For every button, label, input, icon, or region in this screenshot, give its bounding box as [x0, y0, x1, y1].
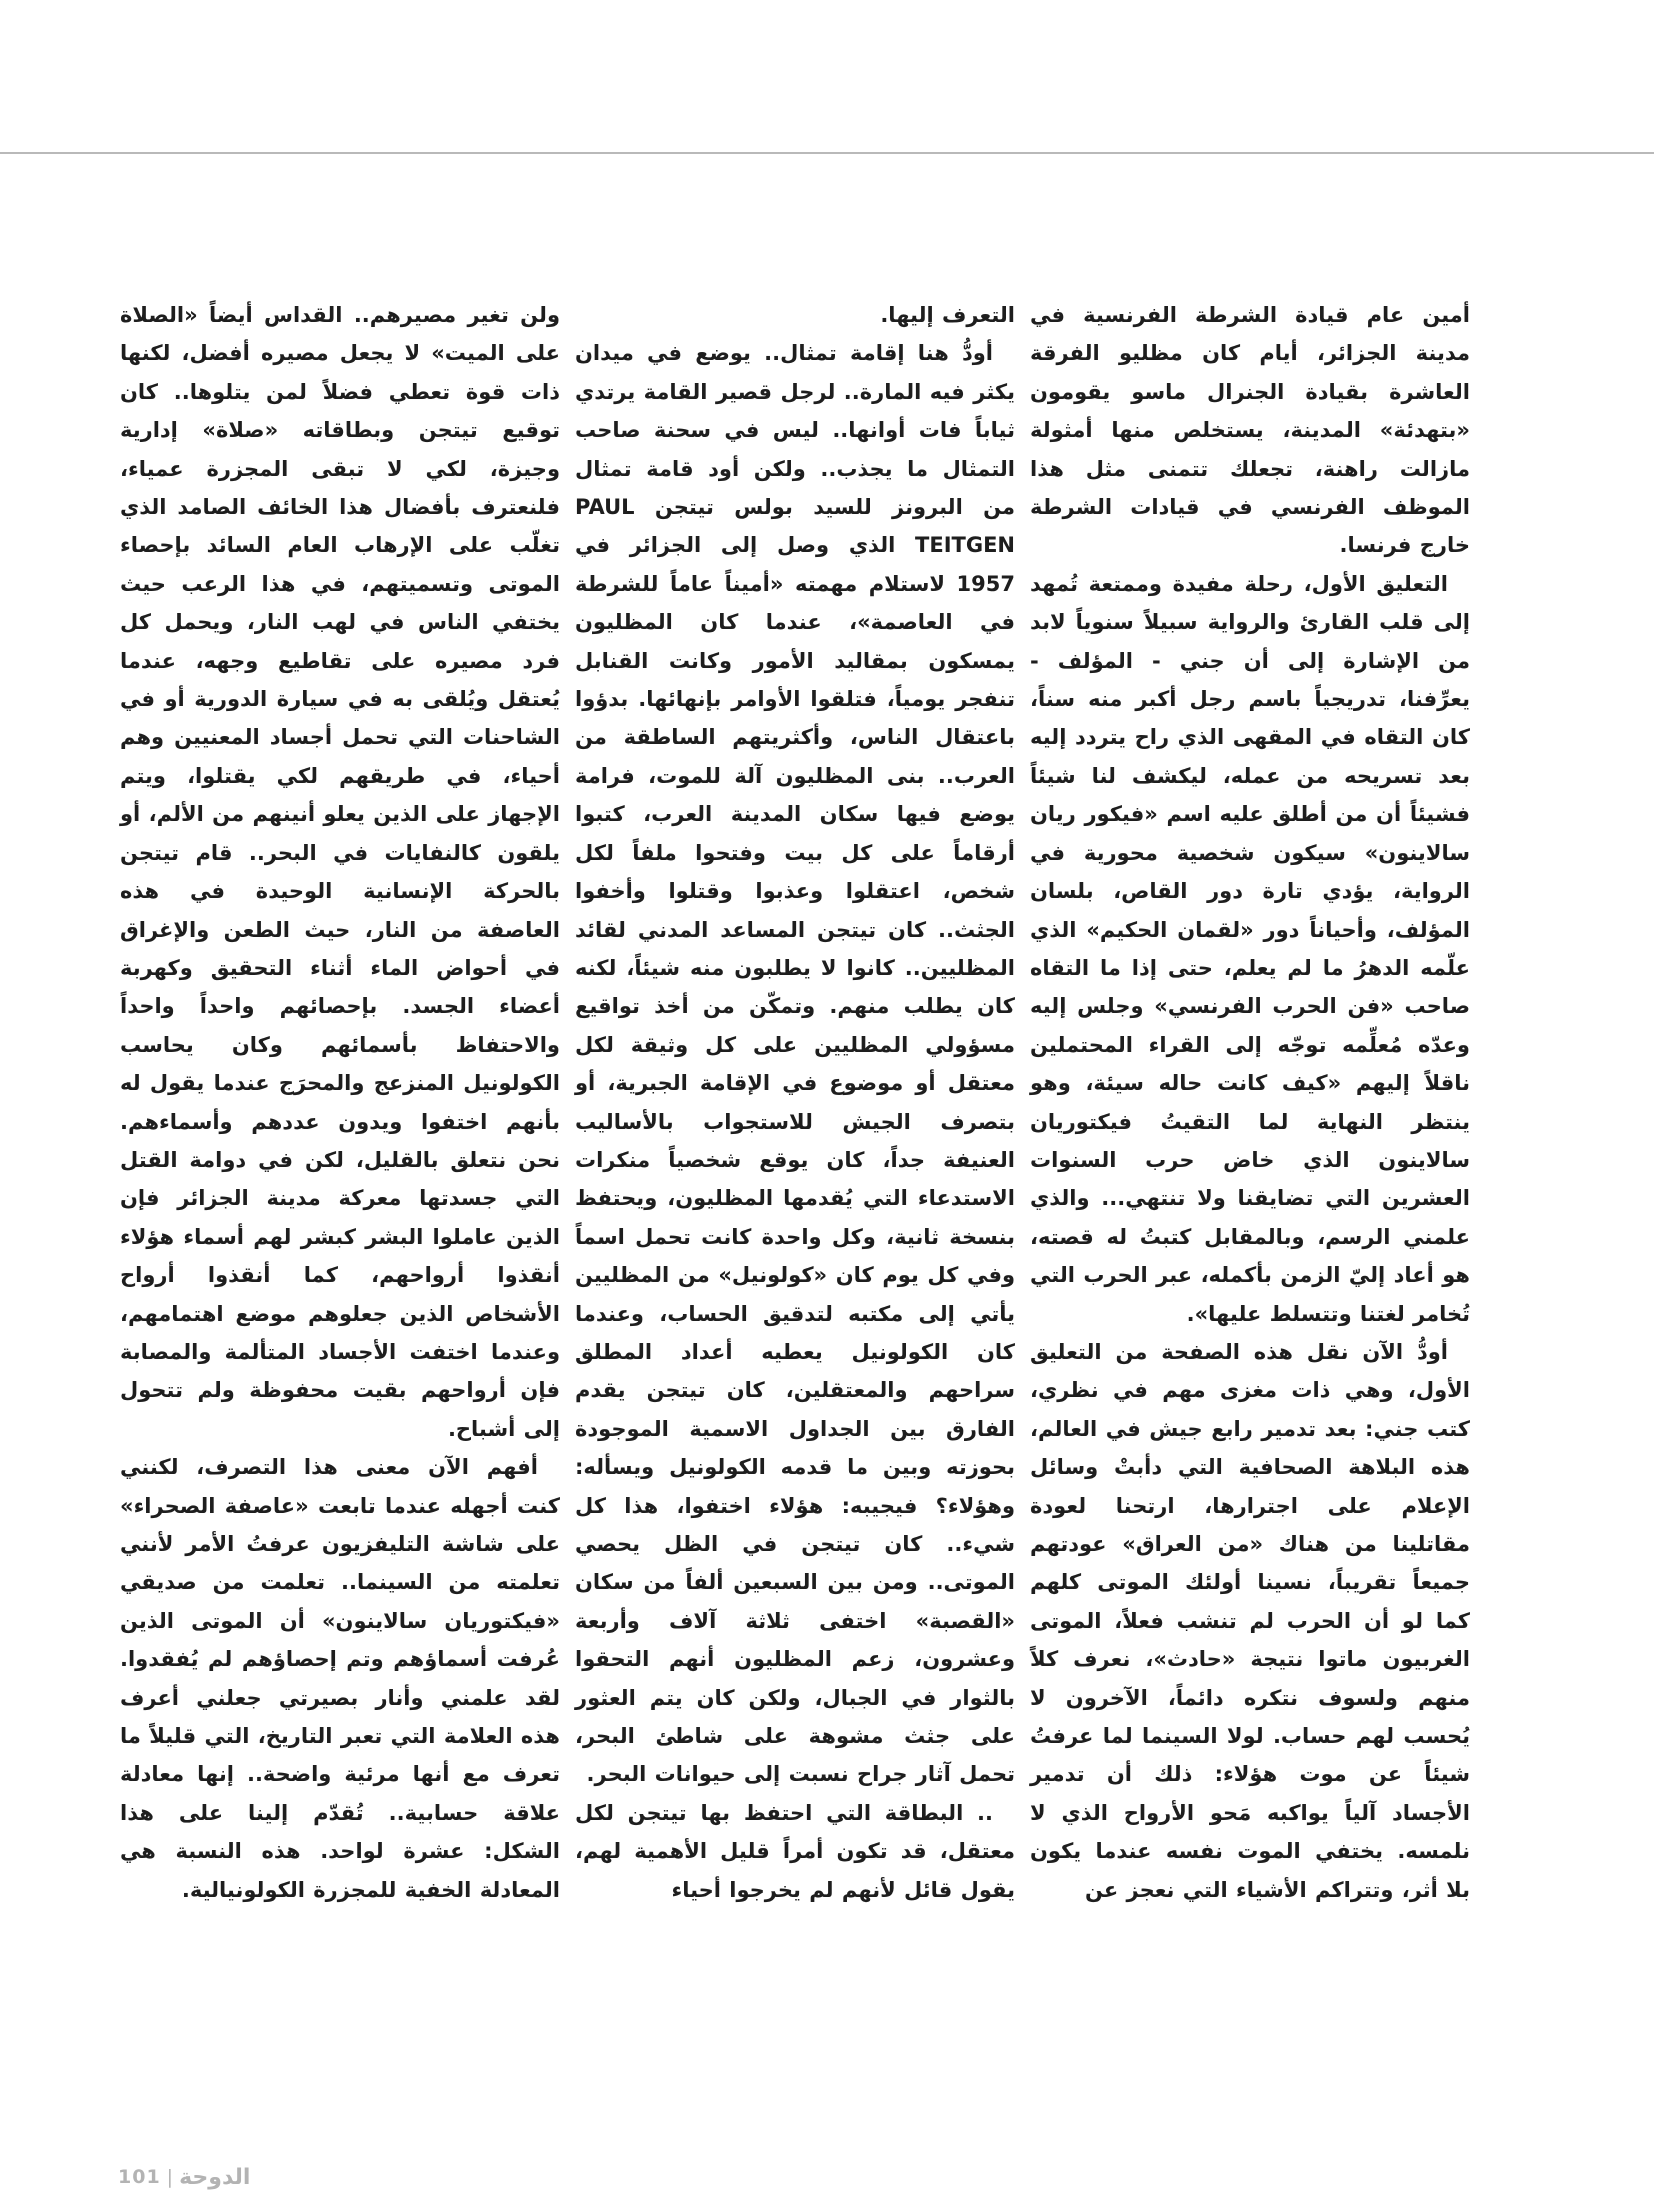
- article-column-middle: [575, 296, 1015, 1909]
- paragraph: أفهم الآن معنى هذا التصرف، لكنني كنت أجهله عندما تابعت «عاصفة الصحراء» على شاشة التليفزيون عرفتُ الأمر لأنني تعلمته من السينما.. تعلمت من صديقي «فيكتوريان سالاينون» أن الموتى الذين عُرفت أسماؤهم وتم إحصاؤهم لم يُفقدوا. لقد علمني وأنار بصيرتي جعلني أعرف هذه العلامة التي تعبر التاريخ، التي قليلاً ما تعرف مع أنها مرئية واضحة.. إنها معادلة علاقة حسابية.. تُقدّم إلينا على هذا الشكل: عشرة لواحد. هذه النسبة هي المعادلة الخفية للمجزرة الكولونيالية.: [120, 1455, 560, 1902]
- paragraph-text: أودُّ هنا إقامة تمثال.. يوضع في ميدان يكثر فيه المارة.. لرجل قصير القامة يرتدي ثياباً فات أوانها.. ليس في سحنة صاحب التمثال ما يجذب.. ولكن أود قامة تمثال من البرونز للسيد بولس تيتجن: [575, 341, 1015, 520]
- paragraph: التعليق الأول، رحلة مفيدة وممتعة تُمهد إلى قلب القارئ والرواية سبيلاً سنوياً لابد من الإشارة إلى أن جني - المؤلف - يعرِّفنا، تدريجياً باسم رجل أكبر منه سناً، كان التقاه في المقهى الذي راح يتردد إليه بعد تسريحه من عمله، ليكشف لنا شيئاً فشيئاً أن من أطلق عليه اسم «فيكور ريان سالاينون» سيكون شخصية محورية في الرواية، يؤدي تارة دور القاص، بلسان المؤلف، وأحياناً دور «لقمان الحكيم» الذي علّمه الدهرُ ما لم يعلم، حتى إذا ما التقاه صاحب «فن الحرب الفرنسي» وجلس إليه وعدّه مُعلِّمه توجّه إلى القراء المحتملين ناقلاً إليهم «كيف كانت حاله سيئة، وهو ينتظر النهاية لما التقيتُ فيكتوريان سالاينون الذي خاض حرب السنوات العشرين التي تضايقنا ولا تنتهي... والذي علمني الرسم، وبالمقابل كتبتُ له قصته، هو أعاد إليّ الزمن بأكمله، عبر الحرب التي تُخامر لغتنا وتتسلط عليها».: [1030, 571, 1470, 1326]
- paragraph: [575, 334, 1015, 1793]
- page-footer: [118, 2162, 250, 2192]
- paragraph: أمين عام قيادة الشرطة الفرنسية في مدينة الجزائر، أيام كان مظليو الفرقة العاشرة بقيادة الجنرال ماسو يقومون «بتهدئة» المدينة، يستخلص منها أمثولة مازالت راهنة، تجعلك تتمنى مثل هذا الموظف الفرنسي في قيادات الشرطة خارج فرنسا.: [1030, 303, 1470, 558]
- article-column-right: [1030, 296, 1470, 1909]
- paragraph: .. البطاقة التي احتفظ بها تيتجن لكل معتقل، قد تكون أمراً قليل الأهمية لهم، يقول قائل لأنهم لم يخرجوا أحياء: [575, 1800, 1015, 1902]
- paragraph: أودُّ الآن نقل هذه الصفحة من التعليق الأول، وهي ذات مغزى مهم في نظري، كتب جني: بعد تدمير رابع جيش في العالم، هذه البلاهة الصحافية التي دأبتْ وسائل الإعلام على اجترارها، ارتحنا لعودة مقاتلينا من هناك «من العراق» عودتهم جميعاً تقريباً، نسينا أولئك الموتى كلهم كما لو أن الحرب لم تنشب فعلاً، الموتى الغربيون ماتوا نتيجة «حادث»، نعرف كلاً منهم ولسوف نتكره دائماً، الآخرون لا يُحسب لهم حساب. لولا السينما لما عرفتُ شيئاً عن موت هؤلاء: ذلك أن تدمير الأجساد آلياً يواكبه مَحو الأرواح الذي لا نلمسه. يختفي الموت نفسه عندما يكون بلا أثر، وتتراكم الأشياء التي نعجز عن: [1030, 1339, 1470, 1902]
- magazine-name: الدوحة: [179, 2164, 251, 2190]
- latin-name: PAUL TEITGEN: [575, 495, 1015, 558]
- paragraph: التعرف إليها.: [880, 303, 1015, 327]
- header-rule: [0, 152, 1654, 154]
- footer-separator: |: [166, 2166, 174, 2188]
- article-column-left: [120, 296, 560, 1909]
- page-number: 101: [118, 2166, 161, 2188]
- paragraph-text: الذي وصل إلى الجزائر في 1957 لاستلام مهمته «أميناً عاماً للشرطة في العاصمة»، عندما كان المظليون يمسكون بمقاليد الأمور وكانت القنابل تنفجر يومياً، فتلقوا الأوامر بإنهائها. بدؤوا باعتقال الناس، وأكثريتهم الساطقة من العرب.. بنى المظليون آلة للموت، فرامة يوضع فيها سكان المدينة العرب، كتبوا أرقاماً على كل بيت وفتحوا ملفاً لكل شخص، اعتقلوا وعذبوا وقتلوا وأخفوا الجثث.. كان تيتجن المساعد المدني لقائد المظليين.. كانوا لا يطلبون منه شيئاً، لكنه كان يطلب منهم. وتمكّن من أخذ تواقيع مسؤولي المظليين على كل وثيقة لكل معتقل أو موضوع في الإقامة الجبرية، أو بتصرف الجيش للاستجواب بالأساليب العنيفة جداً، كان يوقع شخصياً منكرات الاستدعاء التي يُقدمها المظليون، ويحتفظ بنسخة ثانية، وكل واحدة كانت تحمل اسماً وفي كل يوم كان «كولونيل» من المظليين يأتي إلى مكتبه لتدقيق الحساب، وعندما كان الكولونيل يعطيه أعداد المطلق سراحهم والمعتقلين، كان تيتجن يقدم الفارق بين الجداول الاسمية الموجودة بحوزته وبين ما قدمه الكولونيل ويسأله: وهؤلاء؟ فيجيبه: هؤلاء اختفوا، هذا كل شيء.. كان تيتجن في الظل يحصي الموتى.. ومن بين السبعين ألفاً من سكان «القصبة» اختفى ثلاثة آلاف وأربعة وعشرون، زعم المظليون أنهم التحقوا بالثوار في الجبال، ولكن كان يتم العثور على جثث مشوهة على شاطئ البحر، تحمل آثار جراح نسبت إلى حيوانات البحر.: [575, 533, 1015, 1787]
- paragraph: ولن تغير مصيرهم.. القداس أيضاً «الصلاة على الميت» لا يجعل مصيره أفضل، لكنها ذات قوة تعطي فضلاً لمن يتلوها.. كان توقيع تيتجن وبطاقاته «صلاة» إدارية وجيزة، لكي لا تبقى المجزرة عمياء، فلنعترف بأفضال هذا الخائف الصامد الذي تغلّب على الإرهاب العام السائد بإحصاء الموتى وتسميتهم، في هذا الرعب حيث يختفي الناس في لهب النار، ويحمل كل فرد مصيره على تقاطيع وجهه، عندما يُعتقل ويُلقى به في سيارة الدورية أو في الشاحنات التي تحمل أجساد المعنيين وهم أحياء، في طريقهم لكي يقتلوا، ويتم الإجهاز على الذين يعلو أنينهم من الألم، أو يلقون كالنفايات في البحر.. قام تيتجن بالحركة الإنسانية الوحيدة في هذه العاصفة من النار، حيث الطعن والإغراق في أحواض الماء أثناء التحقيق وكهربة أعضاء الجسد. بإحصائهم واحداً واحداً والاحتفاظ بأسمائهم وكان يحاسب الكولونيل المنزعج والمحرَج عندما يقول له بأنهم اختفوا ويدون عددهم وأسماءهم. نحن نتعلق بالقليل، لكن في دوامة القتل التي جسدتها معركة مدينة الجزائر فإن الذين عاملوا البشر كبشر لهم أسماء هؤلاء أنقذوا أرواحهم، كما أنقذوا أرواح الأشخاص الذين جعلوهم موضع اهتمامهم، وعندما اختفت الأجساد المتألمة والمصابة فإن أرواحهم بقيت محفوظة ولم تتحول إلى أشباح.: [120, 303, 560, 1441]
